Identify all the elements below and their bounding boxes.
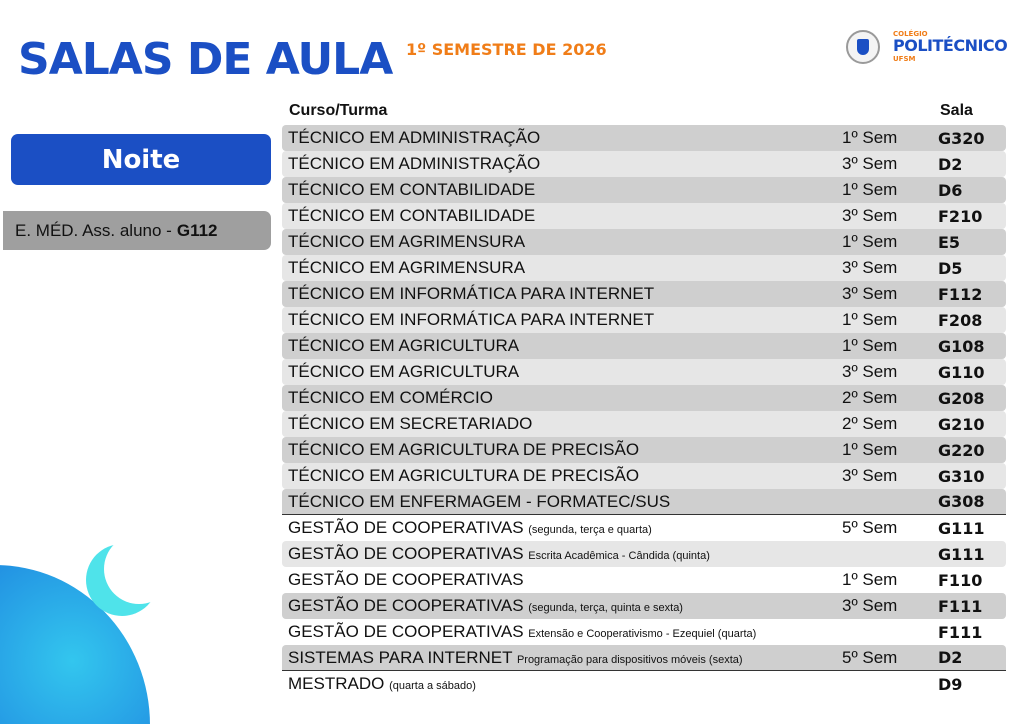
course-cell [282,310,842,330]
table-row [282,125,1006,151]
room-cell: G320 [938,128,985,148]
room-cell: F208 [938,310,983,330]
table-row [282,671,1006,697]
course-name: GESTÃO DE COOPERATIVAS [288,622,524,641]
room-cell: G111 [938,518,985,538]
table-row [282,333,1006,359]
course-cell [282,362,842,382]
course-cell [282,674,842,694]
shift-badge: Noite [11,134,271,185]
semester-cell: 1º Sem [842,180,898,199]
column-header-room: Sala [940,101,973,119]
semester-cell: 1º Sem [842,310,898,329]
semester-cell: 3º Sem [842,206,898,225]
course-name: TÉCNICO EM ENFERMAGEM - FORMATEC/SUS [288,491,671,511]
semester-cell: 1º Sem [842,440,898,459]
table-row [282,385,1006,411]
course-cell [282,466,842,486]
room-cell: F111 [938,596,983,616]
course-cell [282,544,842,564]
course-name: TÉCNICO EM AGRICULTURA [288,336,520,355]
course-name: MESTRADO [288,674,385,693]
course-name: TÉCNICO EM AGRIMENSURA [288,232,526,251]
room-cell: F111 [938,622,983,642]
aux-room-text: E. MÉD. Ass. aluno - [15,220,172,240]
room-cell: G208 [938,388,985,408]
course-name: TÉCNICO EM CONTABILIDADE [288,206,536,225]
course-cell [282,336,842,356]
table-row [282,489,1006,515]
aux-room-note [3,211,271,250]
table-row [282,359,1006,385]
room-cell: D2 [938,648,963,667]
table-body [282,125,1006,697]
semester-cell: 3º Sem [842,284,898,303]
table-row [282,411,1006,437]
semester-cell: 1º Sem [842,128,898,147]
course-cell [282,232,842,252]
semester-cell: 3º Sem [842,154,898,173]
course-note: (segunda, terça, quinta e sexta) [528,602,683,614]
logo-university: UFSM [893,55,916,63]
table-header [282,96,1006,125]
table-row [282,255,1006,281]
course-cell [282,570,842,590]
room-cell: G110 [938,362,985,382]
room-cell: D9 [938,674,963,694]
table-row [282,515,1006,541]
semester-cell: 2º Sem [842,414,898,433]
course-cell [282,492,842,512]
logo-college-label: COLÉGIO [893,30,928,38]
course-name: TÉCNICO EM AGRICULTURA DE PRECISÃO [288,466,640,485]
course-cell [282,284,842,304]
rooms-table [282,96,1006,697]
table-row [282,229,1006,255]
room-cell: G108 [938,336,985,356]
room-cell: D2 [938,154,963,174]
course-name: TÉCNICO EM AGRICULTURA [288,362,520,381]
semester-cell: 5º Sem [842,518,898,537]
course-cell [282,518,842,538]
course-cell [282,258,842,278]
college-logo [846,28,1016,68]
column-header-course: Curso/Turma [289,101,388,119]
semester-cell: 3º Sem [842,466,898,485]
table-row [282,437,1006,463]
course-name: TÉCNICO EM CONTABILIDADE [288,180,536,199]
course-name: GESTÃO DE COOPERATIVAS [288,596,524,615]
course-name: GESTÃO DE COOPERATIVAS [288,544,524,563]
table-row [282,307,1006,333]
room-cell: F110 [938,570,983,590]
moon-shadow [104,534,174,604]
room-cell: D6 [938,180,963,200]
course-cell [282,180,842,200]
semester-cell: 3º Sem [842,258,898,277]
course-name: GESTÃO DE COOPERATIVAS [288,570,524,589]
course-cell [282,648,842,668]
course-cell [282,128,842,148]
course-name: TÉCNICO EM INFORMÁTICA PARA INTERNET [288,310,655,329]
semester-label: 1º SEMESTRE DE 2026 [406,40,607,59]
course-name: TÉCNICO EM ADMINISTRAÇÃO [288,128,541,147]
course-note: (quarta a sábado) [389,680,476,692]
course-cell [282,622,842,642]
table-row [282,619,1006,645]
course-name: TÉCNICO EM AGRICULTURA DE PRECISÃO [288,440,640,459]
course-note: Extensão e Cooperativismo - Ezequiel (quarta) [528,628,757,640]
room-cell: G308 [938,492,985,511]
course-name: TÉCNICO EM SECRETARIADO [288,414,533,433]
table-row [282,567,1006,593]
course-cell [282,206,842,226]
room-cell: G210 [938,414,985,434]
logo-name: POLITÉCNICO [893,36,1008,55]
course-cell [282,388,842,408]
room-cell: G220 [938,440,985,460]
course-name: TÉCNICO EM ADMINISTRAÇÃO [288,154,541,173]
table-row [282,151,1006,177]
course-note: Escrita Acadêmica - Cândida (quinta) [528,550,710,562]
room-cell: F112 [938,284,983,304]
room-cell: E5 [938,232,961,252]
course-cell [282,154,842,174]
room-cell: D5 [938,258,963,278]
course-name: SISTEMAS PARA INTERNET [288,647,513,667]
course-cell [282,414,842,434]
table-row [282,177,1006,203]
course-name: TÉCNICO EM AGRIMENSURA [288,258,526,277]
page-title: SALAS DE AULA [18,34,393,85]
semester-cell: 3º Sem [842,596,898,615]
aux-room-code: G112 [176,220,218,240]
semester-cell: 1º Sem [842,570,898,589]
table-row [282,203,1006,229]
course-cell [282,440,842,460]
university-seal-icon [846,30,880,64]
room-cell: G111 [938,544,985,564]
course-note: Programação para dispositivos móveis (sexta) [516,653,743,666]
semester-cell: 1º Sem [842,336,898,355]
table-row [282,281,1006,307]
semester-cell: 5º Sem [842,647,898,667]
semester-cell: 2º Sem [842,388,898,407]
course-cell [282,596,842,616]
course-note: (segunda, terça e quarta) [528,524,652,536]
table-row [282,463,1006,489]
room-cell: G310 [938,466,985,486]
course-name: GESTÃO DE COOPERATIVAS [288,518,524,537]
semester-cell: 1º Sem [842,232,898,251]
table-row [282,593,1006,619]
table-row [282,645,1006,671]
room-cell: F210 [938,206,983,226]
table-row [282,541,1006,567]
semester-cell: 3º Sem [842,362,898,381]
course-name: TÉCNICO EM INFORMÁTICA PARA INTERNET [288,284,655,303]
course-name: TÉCNICO EM COMÉRCIO [288,388,493,407]
